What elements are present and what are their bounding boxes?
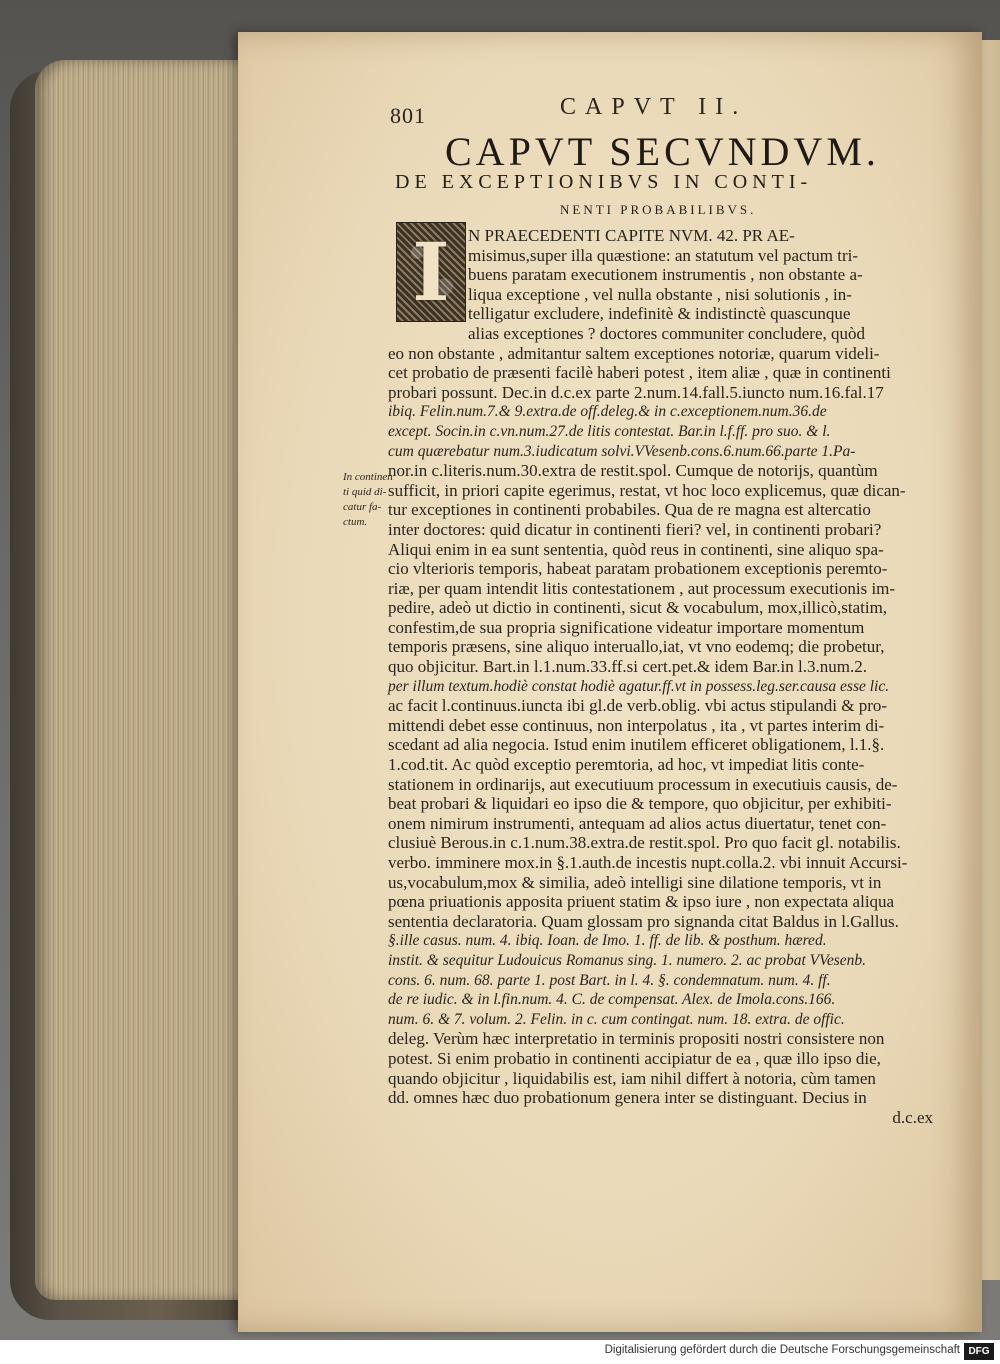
text-line: §.ille casus. num. 4. ibiq. Ioan. de Imo. 1. ff. de lib. & posthum. hæred.: [388, 932, 827, 950]
text-line: 1.cod.tit. Ac quòd exceptio peremtoria, ad hoc, vt impediat litis conte-: [388, 755, 865, 775]
text-line: riæ, per quam intendit litis contestationem , aut processum executionis im-: [388, 578, 896, 598]
text-line: dd. omnes hæc duo probationum genera inter se distinguant. Decius in: [388, 1088, 867, 1108]
text-line: potest. Si enim probatio in continenti accipiatur de ea , quæ illo ipso die,: [388, 1048, 881, 1068]
margin-note: [343, 470, 403, 530]
text-line: temporis præsens, sine aliquo interuallo,iat, vt vno eodemq; die probetur,: [388, 637, 885, 657]
text-line: cio vlterioris temporis, habeat paratam probationem exceptionis peremto-: [388, 559, 888, 579]
text-line: beat probari & liquidari eo ipso die & tempore, quo objicitur, per exhibiti-: [388, 794, 892, 814]
text-line: stationem in ordinarijs, aut executiuum processum in executiuis causis, de-: [388, 774, 898, 794]
text-line: cet probatio de præsenti facilè haberi potest , item aliæ , quæ in continenti: [388, 363, 891, 383]
text-line: probari possunt. Dec.in d.c.ex parte 2.num.14.fall.5.iuncto num.16.fal.17: [388, 382, 884, 402]
margin-note-line: ctum.: [343, 516, 368, 528]
text-line: num. 6. & 7. volum. 2. Felin. in c. cum contingat. num. 18. extra. de offic.: [388, 1010, 845, 1028]
text-line: us,vocabulum,mox & similia, adeò intelligi sine dilatione temporis, vt in: [388, 872, 882, 892]
text-line: pœna priuationis apposita priuent statim & ipso iure , non expectata aliqua: [388, 892, 895, 912]
text-line: d.c.ex: [892, 1107, 933, 1127]
text-line: quando objicitur , liquidabilis est, iam nihil differt à notoria, cùm tamen: [388, 1068, 876, 1088]
page-number: 801: [390, 103, 426, 128]
chapter-title: CAPVT SECVNDVM.: [445, 129, 880, 174]
margin-note-line: ti quid di-: [343, 486, 387, 498]
text-line: ac facit l.continuus.iuncta ibi gl.de verb.oblig. vbi actus stipulandi & pro-: [388, 696, 888, 716]
text-line: cons. 6. num. 68. parte 1. post Bart. in l. 4. §. condemnatum. num. 4. ff.: [388, 971, 831, 989]
body-text: [388, 226, 933, 1127]
text-line: quo objicitur. Bart.in l.1.num.33.ff.si cert.pet.& idem Bar.in l.3.num.2.: [388, 657, 867, 677]
text-line: inter doctores: quid dicatur in continenti fieri? vel, in continenti probari?: [388, 519, 882, 539]
text-line: cum quærebatur num.3.iudicatum solvi.VVesenb.cons.6.num.66.parte 1.Pa-: [388, 442, 856, 460]
chapter-subtitle-line-2: NENTI PROBABILIBVS.: [560, 202, 757, 217]
text-line: N PRAECEDENTI CAPITE NVM. 42. PR AE-: [468, 226, 795, 245]
initial-letter: I: [412, 225, 450, 319]
text-line: tur exceptiones in continenti probabiles. Qua de re magna est altercatio: [388, 500, 871, 520]
text-line: instit. & sequitur Ludouicus Romanus sing. 1. numero. 2. ac probat VVesenb.: [388, 951, 867, 969]
text-line: nor.in c.literis.num.30.extra de restit.spol. Cumque de notorijs, quantùm: [388, 461, 878, 481]
text-line: liqua exceptione , vel nulla obstante , nisi solutionis , in-: [468, 284, 852, 304]
text-line: sententia declaratoria. Quam glossam pro signanda citat Baldus in l.Gallus.: [388, 911, 899, 931]
margin-note-line: catur fa-: [343, 501, 382, 513]
text-line: except. Socin.in c.vn.num.27.de litis contestat. Bar.in l.f.ff. pro suo. & l.: [388, 422, 831, 440]
text-line: confestim,de sua propria significatione videatur importare momentum: [388, 617, 865, 637]
margin-note-line: In continen: [343, 471, 393, 483]
text-line: misimus,super illa quæstione: an statutum vel pactum tri-: [468, 245, 859, 265]
text-line: sufficit, in priori capite egerimus, restat, vt hoc loco explicemus, quæ dican-: [388, 480, 906, 500]
dfg-logo: DFG: [964, 1343, 994, 1360]
running-head: CAPVT II.: [560, 94, 748, 120]
text-line: onem nimirum instrumenti, antequam ad alios actus diuertatur, tenet con-: [388, 813, 887, 833]
text-line: de re iudic. & in l.fin.num. 4. C. de compensat. Alex. de Imola.cons.166.: [388, 991, 836, 1009]
text-line: clusiuè Berous.in c.1.num.38.extra.de restit.spol. Pro quo facit gl. notabilis.: [388, 833, 901, 853]
text-line: eo non obstante , admitantur saltem exceptiones notoriæ, quarum videli-: [388, 343, 880, 363]
text-line: telligatur excludere, indefinitè & indistinctè quascunque: [468, 304, 851, 324]
footer-credit: Digitalisierung gefördert durch die Deutsche Forschungsgemeinschaft: [604, 1344, 960, 1356]
text-line: pedire, adeò ut dictio in continenti, sicut & vocabulum, mox,illicò,statim,: [388, 598, 888, 618]
text-line: buens paratam executionem instrumentis , non obstante a-: [468, 265, 863, 285]
chapter-subtitle-line-1: DE EXCEPTIONIBVS IN CONTI-: [395, 171, 813, 193]
text-line: ibiq. Felin.num.7.& 9.extra.de off.deleg.& in c.exceptionem.num.36.de: [388, 403, 827, 421]
text-line: deleg. Verùm hæc interpretatio in terminis propositi nostri consistere non: [388, 1029, 885, 1049]
text-line: mittendi debet esse continuus, non interpolatus , ita , vt partes interim di-: [388, 715, 885, 735]
text-line: alias exceptiones ? doctores communiter concludere, quòd: [468, 323, 865, 343]
footer-bar: [0, 1340, 1000, 1364]
text-line: per illum textum.hodiè constat hodiè agatur.ff.vt in possess.leg.ser.causa esse lic.: [388, 677, 890, 695]
text-line: verbo. imminere mox.in §.1.auth.de incestis nupt.colla.2. vbi innuit Accursi-: [388, 853, 908, 872]
text-line: scedant ad alia negocia. Istud enim inutilem efficeret obligationem, l.1.§.: [388, 735, 885, 755]
text-line: Aliqui enim in ea sunt sententia, quòd reus in continenti, sine aliquo spa-: [388, 539, 884, 559]
